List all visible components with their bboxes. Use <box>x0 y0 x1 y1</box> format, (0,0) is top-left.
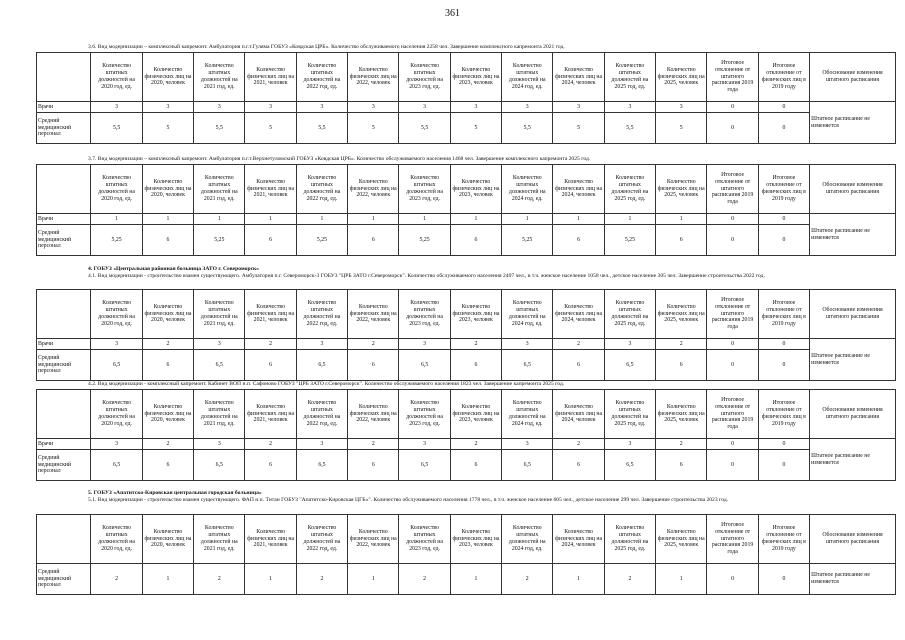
table-cell: 6 <box>553 225 604 256</box>
table-cell: 5,25 <box>604 225 655 256</box>
table-cell: 3 <box>604 339 655 350</box>
header-cell: Количество физических лиц на 2021, человек <box>245 165 296 214</box>
table-cell: 2 <box>502 564 553 595</box>
table-cell: 1 <box>348 564 399 595</box>
header-cell: Количество штатных должностей на 2024 год, ед. <box>502 515 553 564</box>
table-cell: 6,5 <box>296 350 347 381</box>
table-cell: 6,5 <box>399 450 450 481</box>
table-cell: 6,5 <box>604 350 655 381</box>
table-cell: 0 <box>707 564 758 595</box>
table-cell: 5,5 <box>604 113 655 144</box>
table-row-doctors <box>37 102 896 113</box>
row-label: Средний медицинский персонал <box>37 564 91 595</box>
table-cell: 6 <box>348 350 399 381</box>
table-cell: 1 <box>399 214 450 225</box>
table-cell: 0 <box>758 564 809 595</box>
header-cell: Количество штатных должностей на 2021 год, ед. <box>194 390 245 439</box>
header-cell: Количество штатных должностей на 2025 год, ед. <box>604 290 655 339</box>
table-cell: 5 <box>553 113 604 144</box>
header-cell: Количество физических лиц на 2021, человек <box>245 290 296 339</box>
table-header-row <box>37 53 896 102</box>
table-cell: 1 <box>142 564 193 595</box>
header-cell: Количество физических лиц на 2025, человек <box>656 165 707 214</box>
table-cell: 3 <box>296 102 347 113</box>
justification-cell: Штатное расписание не изменяется <box>810 214 896 256</box>
table-row-nurses <box>37 350 896 381</box>
header-cell: Количество физических лиц на 2023, человек <box>450 515 501 564</box>
staffing-table-4-1 <box>36 289 896 381</box>
header-empty <box>37 390 91 439</box>
table-cell: 5,5 <box>91 113 142 144</box>
table-cell: 5 <box>245 113 296 144</box>
staffing-table-4-2 <box>36 389 896 481</box>
table-cell: 1 <box>604 214 655 225</box>
header-cell: Количество штатных должностей на 2025 год, ед. <box>604 53 655 102</box>
header-cell: Обоснование изменения штатного расписания <box>810 390 896 439</box>
table-cell: 5 <box>450 113 501 144</box>
header-cell: Количество штатных должностей на 2022 год, ед. <box>296 53 347 102</box>
table-cell: 3 <box>656 102 707 113</box>
header-cell: Количество штатных должностей на 2023 год, ед. <box>399 165 450 214</box>
table-cell: 0 <box>707 350 758 381</box>
table-cell: 0 <box>758 450 809 481</box>
table-cell: 2 <box>553 339 604 350</box>
table-cell: 2 <box>142 339 193 350</box>
header-cell: Количество штатных должностей на 2020 год, ед. <box>91 53 142 102</box>
header-cell: Количество физических лиц на 2023, человек <box>450 53 501 102</box>
table-cell: 6 <box>450 450 501 481</box>
table-cell: 3 <box>296 439 347 450</box>
table-cell: 5 <box>656 113 707 144</box>
table-cell: 6 <box>142 225 193 256</box>
header-cell: Количество физических лиц на 2024, человек <box>553 515 604 564</box>
justification-cell: Штатное расписание не изменяется <box>810 439 896 481</box>
table-cell: 3 <box>502 439 553 450</box>
header-cell: Количество штатных должностей на 2025 год, ед. <box>604 390 655 439</box>
header-cell: Количество штатных должностей на 2021 год, ед. <box>194 53 245 102</box>
header-cell: Количество физических лиц на 2022, человек <box>348 290 399 339</box>
table-cell: 3 <box>450 102 501 113</box>
table-cell: 1 <box>194 214 245 225</box>
row-label: Врачи <box>37 339 91 350</box>
section-5-heading <box>88 490 828 497</box>
table-cell: 0 <box>707 214 758 225</box>
section-3-6-text: 3.6. Вид модернизации – комплексный капремонт. Амбулатория п.г.т.Гуляма ГОБУЗ «Ковдская ЦРБ». Количество обслуживаемого населения 2258 чел. Завершение комплексного капремонта 2021 год. <box>88 44 565 50</box>
header-cell: Итоговое отклонение от штатного расписания 2019 года <box>707 165 758 214</box>
table-cell: 6,5 <box>399 350 450 381</box>
table-cell: 5,25 <box>399 225 450 256</box>
table-cell: 0 <box>758 214 809 225</box>
table-row-doctors <box>37 339 896 350</box>
table-cell: 3 <box>194 439 245 450</box>
table-cell: 5,25 <box>194 225 245 256</box>
table-cell: 6 <box>245 225 296 256</box>
header-cell: Количество физических лиц на 2023, человек <box>450 165 501 214</box>
header-cell: Количество штатных должностей на 2022 год, ед. <box>296 390 347 439</box>
table-row-nurses <box>37 450 896 481</box>
table-cell: 0 <box>758 350 809 381</box>
header-cell: Количество физических лиц на 2025, человек <box>656 390 707 439</box>
staffing-table-3-7 <box>36 164 896 256</box>
header-cell: Количество физических лиц на 2020, человек <box>142 515 193 564</box>
table-cell: 1 <box>553 214 604 225</box>
table-cell: 5 <box>142 113 193 144</box>
table-cell: 1 <box>656 214 707 225</box>
table-cell: 2 <box>604 564 655 595</box>
table-cell: 6,5 <box>296 450 347 481</box>
table-cell: 2 <box>399 564 450 595</box>
header-cell: Количество штатных должностей на 2022 год, ед. <box>296 515 347 564</box>
table-cell: 3 <box>91 102 142 113</box>
header-cell: Количество штатных должностей на 2022 год, ед. <box>296 290 347 339</box>
table-cell: 6 <box>142 450 193 481</box>
header-cell: Итоговое отклонение от физических лиц в 2019 году <box>758 53 809 102</box>
table-cell: 0 <box>758 339 809 350</box>
header-cell: Количество физических лиц на 2022, человек <box>348 165 399 214</box>
header-cell: Количество физических лиц на 2022, человек <box>348 390 399 439</box>
header-cell: Итоговое отклонение от физических лиц в 2019 году <box>758 290 809 339</box>
header-cell: Итоговое отклонение от физических лиц в 2019 году <box>758 390 809 439</box>
header-cell: Количество штатных должностей на 2023 год, ед. <box>399 290 450 339</box>
header-cell: Количество штатных должностей на 2024 год, ед. <box>502 165 553 214</box>
table-cell: 6 <box>348 225 399 256</box>
header-cell: Обоснование изменения штатного расписания <box>810 53 896 102</box>
section-heading: 4. ГОБУЗ «Центральная районная больница ЗАТО г. Североморск» <box>88 266 260 272</box>
table-cell: 3 <box>502 339 553 350</box>
table-cell: 0 <box>707 102 758 113</box>
section-4-heading <box>88 266 828 273</box>
table-cell: 2 <box>450 439 501 450</box>
table-row-nurses <box>37 564 896 595</box>
header-cell: Обоснование изменения штатного расписания <box>810 515 896 564</box>
table-cell: 3 <box>348 102 399 113</box>
header-cell: Количество физических лиц на 2022, человек <box>348 53 399 102</box>
header-cell: Количество штатных должностей на 2023 год, ед. <box>399 390 450 439</box>
table-cell: 6,5 <box>91 350 142 381</box>
header-empty <box>37 165 91 214</box>
table-cell: 3 <box>553 102 604 113</box>
table-cell: 5,25 <box>296 225 347 256</box>
header-cell: Количество штатных должностей на 2020 год, ед. <box>91 165 142 214</box>
table-cell: 6,5 <box>194 450 245 481</box>
table-cell: 0 <box>758 113 809 144</box>
header-cell: Количество штатных должностей на 2025 год, ед. <box>604 165 655 214</box>
table-cell: 2 <box>656 439 707 450</box>
header-cell: Количество штатных должностей на 2021 год, ед. <box>194 290 245 339</box>
header-cell: Количество физических лиц на 2020, человек <box>142 390 193 439</box>
header-cell: Количество физических лиц на 2025, человек <box>656 290 707 339</box>
table-cell: 0 <box>707 439 758 450</box>
table-header-row <box>37 165 896 214</box>
header-cell: Обоснование изменения штатного расписания <box>810 290 896 339</box>
table-cell: 2 <box>91 564 142 595</box>
table-cell: 1 <box>91 214 142 225</box>
header-cell: Количество физических лиц на 2024, человек <box>553 290 604 339</box>
table-cell: 2 <box>245 339 296 350</box>
table-cell: 1 <box>296 214 347 225</box>
header-cell: Количество штатных должностей на 2021 год, ед. <box>194 165 245 214</box>
header-cell: Количество физических лиц на 2021, человек <box>245 390 296 439</box>
table-cell: 6 <box>656 225 707 256</box>
row-label: Врачи <box>37 214 91 225</box>
table-cell: 3 <box>399 339 450 350</box>
header-cell: Количество физических лиц на 2020, человек <box>142 165 193 214</box>
header-cell: Количество физических лиц на 2025, человек <box>656 53 707 102</box>
header-cell: Количество штатных должностей на 2024 год, ед. <box>502 390 553 439</box>
header-empty <box>37 515 91 564</box>
table-cell: 6,5 <box>91 450 142 481</box>
table-cell: 6 <box>348 450 399 481</box>
table-header-row <box>37 290 896 339</box>
header-cell: Количество штатных должностей на 2021 год, ед. <box>194 515 245 564</box>
justification-cell: Штатное расписание не изменяется <box>810 102 896 144</box>
table-cell: 3 <box>502 102 553 113</box>
table-cell: 6 <box>245 350 296 381</box>
table-cell: 0 <box>707 113 758 144</box>
table-cell: 6 <box>450 350 501 381</box>
table-cell: 6 <box>656 350 707 381</box>
header-empty <box>37 53 91 102</box>
table-row-doctors <box>37 439 896 450</box>
table-cell: 1 <box>553 564 604 595</box>
header-cell: Количество физических лиц на 2024, человек <box>553 165 604 214</box>
row-label: Средний медицинский персонал <box>37 350 91 381</box>
table-cell: 0 <box>707 339 758 350</box>
header-cell: Количество физических лиц на 2023, человек <box>450 390 501 439</box>
table-cell: 1 <box>450 214 501 225</box>
header-cell: Количество штатных должностей на 2024 год, ед. <box>502 53 553 102</box>
table-cell: 1 <box>656 564 707 595</box>
header-cell: Количество штатных должностей на 2023 год, ед. <box>399 53 450 102</box>
staffing-table-3-6 <box>36 52 896 144</box>
row-label: Средний медицинский персонал <box>37 450 91 481</box>
section-4-1-text: 4.1. Вид модернизации - строительство взамен существующего. Амбулатория п.г. Североморск-3 ГОБУЗ "ЦРБ ЗАТО г.Североморск". Количество обслуживаемого населения 2407 чел., в т.ч. женское население 1058 чел., детское население 305 чел. Завершение строительства 2022 год. <box>88 273 765 279</box>
header-cell: Количество физических лиц на 2020, человек <box>142 53 193 102</box>
table-cell: 5,25 <box>502 225 553 256</box>
header-cell: Количество физических лиц на 2022, человек <box>348 515 399 564</box>
table-cell: 3 <box>604 439 655 450</box>
table-header-row <box>37 515 896 564</box>
table-cell: 3 <box>399 102 450 113</box>
table-cell: 3 <box>142 102 193 113</box>
table-cell: 1 <box>142 214 193 225</box>
justification-cell: Штатное расписание не изменяется <box>810 339 896 381</box>
table-cell: 6 <box>553 350 604 381</box>
header-cell: Количество штатных должностей на 2022 год, ед. <box>296 165 347 214</box>
table-cell: 0 <box>707 225 758 256</box>
row-label: Врачи <box>37 439 91 450</box>
table-cell: 3 <box>194 339 245 350</box>
table-cell: 6 <box>553 450 604 481</box>
header-cell: Количество штатных должностей на 2020 год, ед. <box>91 390 142 439</box>
row-label: Врачи <box>37 102 91 113</box>
header-cell: Итоговое отклонение от штатного расписания 2019 года <box>707 390 758 439</box>
table-cell: 5 <box>348 113 399 144</box>
table-cell: 2 <box>194 564 245 595</box>
section-3-7-text: 3.7. Вид модернизации – комплексный капремонт. Амбулатория п.г.т.Верхнетуломский ГОБУЗ «Ковдская ЦРБ». Количество обслуживаемого населения 1468 чел. Завершение комплексного капремонта 2025 год. <box>88 156 591 162</box>
header-cell: Количество физических лиц на 2025, человек <box>656 515 707 564</box>
section-4-2-text: 4.2. Вид модернизации - комплексный капремонт. Кабинет ВОП н.п. Сафоново ГОБУЗ "ЦРБ ЗАТО г.Североморск". Количество обслуживаемого населения 1823 чел. Завершение капремонта 2025 год. <box>88 381 565 387</box>
header-empty <box>37 290 91 339</box>
table-cell: 5,5 <box>194 113 245 144</box>
header-cell: Количество физических лиц на 2024, человек <box>553 390 604 439</box>
table-cell: 6 <box>142 350 193 381</box>
table-cell: 2 <box>450 339 501 350</box>
table-cell: 3 <box>245 102 296 113</box>
table-cell: 2 <box>245 439 296 450</box>
table-cell: 2 <box>296 564 347 595</box>
table-cell: 0 <box>758 102 809 113</box>
table-cell: 5,25 <box>91 225 142 256</box>
table-cell: 2 <box>656 339 707 350</box>
table-cell: 5,5 <box>502 113 553 144</box>
section-heading: 5. ГОБУЗ «Апатитско-Кировская центральная городская больница» <box>88 490 262 496</box>
row-label: Средний медицинский персонал <box>37 225 91 256</box>
table-cell: 6 <box>450 225 501 256</box>
header-cell: Количество физических лиц на 2023, человек <box>450 290 501 339</box>
header-cell: Количество штатных должностей на 2025 год, ед. <box>604 515 655 564</box>
header-cell: Итоговое отклонение от штатного расписания 2019 года <box>707 53 758 102</box>
table-cell: 1 <box>245 564 296 595</box>
table-cell: 2 <box>348 439 399 450</box>
table-cell: 2 <box>348 339 399 350</box>
header-cell: Количество штатных должностей на 2020 год, ед. <box>91 290 142 339</box>
table-cell: 1 <box>245 214 296 225</box>
header-cell: Обоснование изменения штатного расписания <box>810 165 896 214</box>
header-cell: Количество физических лиц на 2021, человек <box>245 53 296 102</box>
table-cell: 6,5 <box>194 350 245 381</box>
table-cell: 3 <box>91 439 142 450</box>
table-cell: 3 <box>91 339 142 350</box>
table-cell: 6 <box>245 450 296 481</box>
table-cell: 0 <box>707 450 758 481</box>
table-cell: 6,5 <box>502 450 553 481</box>
table-cell: 3 <box>194 102 245 113</box>
header-cell: Итоговое отклонение от штатного расписания 2019 года <box>707 515 758 564</box>
table-cell: 3 <box>604 102 655 113</box>
page-number: 361 <box>445 8 460 19</box>
table-row-nurses <box>37 113 896 144</box>
table-cell: 3 <box>296 339 347 350</box>
row-label: Средний медицинский персонал <box>37 113 91 144</box>
table-cell: 1 <box>450 564 501 595</box>
table-cell: 1 <box>348 214 399 225</box>
table-row-doctors <box>37 214 896 225</box>
table-cell: 2 <box>553 439 604 450</box>
header-cell: Количество физических лиц на 2024, человек <box>553 53 604 102</box>
header-cell: Количество физических лиц на 2021, человек <box>245 515 296 564</box>
table-cell: 3 <box>399 439 450 450</box>
header-cell: Итоговое отклонение от физических лиц в 2019 году <box>758 165 809 214</box>
table-cell: 1 <box>502 214 553 225</box>
table-cell: 0 <box>758 439 809 450</box>
table-cell: 0 <box>758 225 809 256</box>
table-cell: 5,5 <box>399 113 450 144</box>
header-cell: Количество штатных должностей на 2024 год, ед. <box>502 290 553 339</box>
header-cell: Количество штатных должностей на 2023 год, ед. <box>399 515 450 564</box>
section-5-1-text: 5.1. Вид модернизации - строительство взамен существующего. ФАП н.п. Титан ГОБУЗ "Апатитско-Кировская ЦГБ»". Количество обслуживаемого населения 1778 чел., в т.ч. женское население 605 чел., детское население 299 чел. Завершение строительства 2023 год. <box>88 497 729 503</box>
header-cell: Итоговое отклонение от физических лиц в 2019 году <box>758 515 809 564</box>
table-header-row <box>37 390 896 439</box>
table-cell: 6,5 <box>604 450 655 481</box>
header-cell: Количество штатных должностей на 2020 год, ед. <box>91 515 142 564</box>
header-cell: Итоговое отклонение от штатного расписания 2019 года <box>707 290 758 339</box>
justification-cell: Штатное расписание не изменяется <box>810 564 896 595</box>
staffing-table-5-1 <box>36 514 896 595</box>
table-row-nurses <box>37 225 896 256</box>
header-cell: Количество физических лиц на 2020, человек <box>142 290 193 339</box>
table-cell: 2 <box>142 439 193 450</box>
table-cell: 5,5 <box>296 113 347 144</box>
table-cell: 6 <box>656 450 707 481</box>
table-cell: 6,5 <box>502 350 553 381</box>
